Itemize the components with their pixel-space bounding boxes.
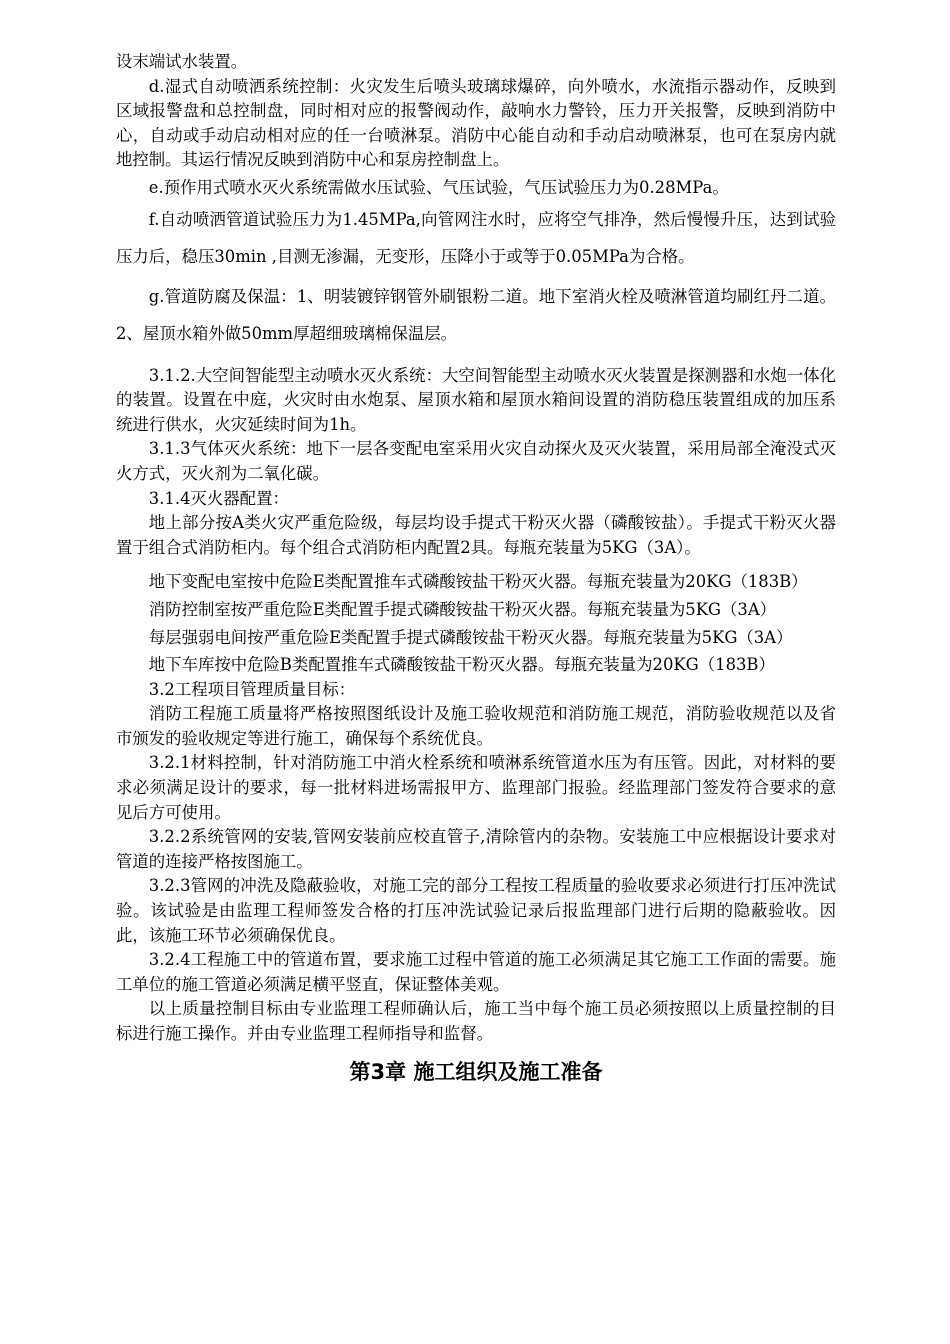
paragraph-section-3-2-4: 3.2.4工程施工中的管道布置，要求施工过程中管道的施工必须满足其它施工工作面的需要。施工单位的施工管道必须满足横平竖直，保证整体美观。: [116, 950, 836, 994]
paragraph-section-3-1-2: 3.1.2.大空间智能型主动喷水灭火系统：大空间智能型主动喷水灭火装置是探测器和水炮一体化的装置。设置在中庭，火灾时由水炮泵、屋顶水箱和屋顶水箱间设置的消防稳压装置组成的加压系统进行供水，火灾延续时间为1h。: [116, 365, 836, 434]
paragraph-preaction-test: e.预作用式喷水灭火系统需做水压试验、气压试验，气压试验压力为0.28MPa。: [148, 177, 729, 197]
chapter-title: 第3章 施工组织及施工准备: [349, 1059, 603, 1084]
paragraph-section-3-1-4: 3.1.4灭火器配置：: [148, 488, 289, 508]
paragraph-quality-standard: 消防工程施工质量将严格按照图纸设计及施工验收规范和消防施工规范，消防验收规范以及省市颁发的验收规定等进行施工，确保每个系统优良。: [116, 704, 836, 748]
paragraph-section-3-2-1: 3.2.1材料控制，针对消防施工中消火栓系统和喷淋系统管道水压为有压管。因此，对材料的要求必须满足设计的要求，每一批材料进场需报甲方、监理部门报验。经监理部门签发符合要求的意见后方可使用。: [116, 753, 836, 822]
paragraph-extinguisher-control-room: 消防控制室按严重危险E类配置手提式磷酸铵盐干粉灭火器。每瓶充装量为5KG（3A）: [148, 599, 777, 619]
paragraph-quality-summary: 以上质量控制目标由专业监理工程师确认后，施工当中每个施工员必须按照以上质量控制的目标进行施工操作。并由专业监理工程师指导和监督。: [116, 999, 836, 1043]
paragraph-extinguisher-garage: 地下车库按中危险B类配置推车式磷酸铵盐干粉灭火器。每瓶充装量为20KG（183B）: [148, 655, 775, 675]
paragraph-extinguisher-substation: 地下变配电室按中危险E类配置推车式磷酸铵盐干粉灭火器。每瓶充装量为20KG（183B）: [148, 572, 808, 592]
paragraph-section-3-1-3: 3.1.3气体灭火系统：地下一层各变配电室采用火灾自动探火及灭火装置，采用局部全淹没式灭火方式，灭火剂为二氧化碳。: [116, 439, 836, 483]
paragraph-section-3-2-2: 3.2.2系统管网的安装,管网安装前应校直管子,清除管内的杂物。安装施工中应根据设计要求对管道的连接严格按图施工。: [116, 827, 836, 871]
paragraph-anticorrosion-insulation: g.管道防腐及保温：1、明装镀锌钢管外刷银粉二道。地下室消火栓及喷淋管道均刷红丹二道。2、屋顶水箱外做50mm厚超细玻璃棉保温层。: [116, 286, 836, 343]
paragraph-wet-sprinkler-control: d.湿式自动喷洒系统控制：火灾发生后喷头玻璃球爆碎，向外喷水，水流指示器动作，反映到区域报警盘和总控制盘，同时相对应的报警阀动作，敲响水力警铃，压力开关报警，反映到消防中心，自动或手动启动相对应的任一台喷淋泵。消防中心能自动和手动启动喷淋泵，也可在泵房内就地控制。其运行情况反映到消防中心和泵房控制盘上。: [116, 76, 836, 170]
paragraph-extinguisher-above-ground: 地上部分按A类火灾严重危险级，每层均设手提式干粉灭火器（磷酸铵盐）。手提式干粉灭火器置于组合式消防柜内。每个组合式消防柜内配置2具。每瓶充装量为5KG（3A）。: [116, 513, 836, 557]
paragraph-end-test-device: 设末端试水装置。: [116, 52, 248, 71]
document-page: [116, 50, 836, 1087]
paragraph-section-3-2-3: 3.2.3管网的冲洗及隐蔽验收，对施工完的部分工程按工程质量的验收要求必须进行打压冲洗试验。该试验是由监理工程师签发合格的打压冲洗试验记录后报监理部门进行后期的隐蔽验收。因此，该施工环节必须确保优良。: [116, 876, 836, 945]
paragraph-sprinkler-pressure-test: f.自动喷洒管道试验压力为1.45MPa,向管网注水时，应将空气排净，然后慢慢升压，达到试验压力后，稳压30min ,目测无渗漏，无变形，压降小于或等于0.05MPa为合格。: [116, 209, 836, 266]
paragraph-extinguisher-electrical-room: 每层强弱电间按严重危险E类配置手提式磷酸铵盐干粉灭火器。每瓶充装量为5KG（3A）: [148, 627, 793, 647]
paragraph-section-3-2: 3.2工程项目管理质量目标：: [148, 679, 356, 699]
